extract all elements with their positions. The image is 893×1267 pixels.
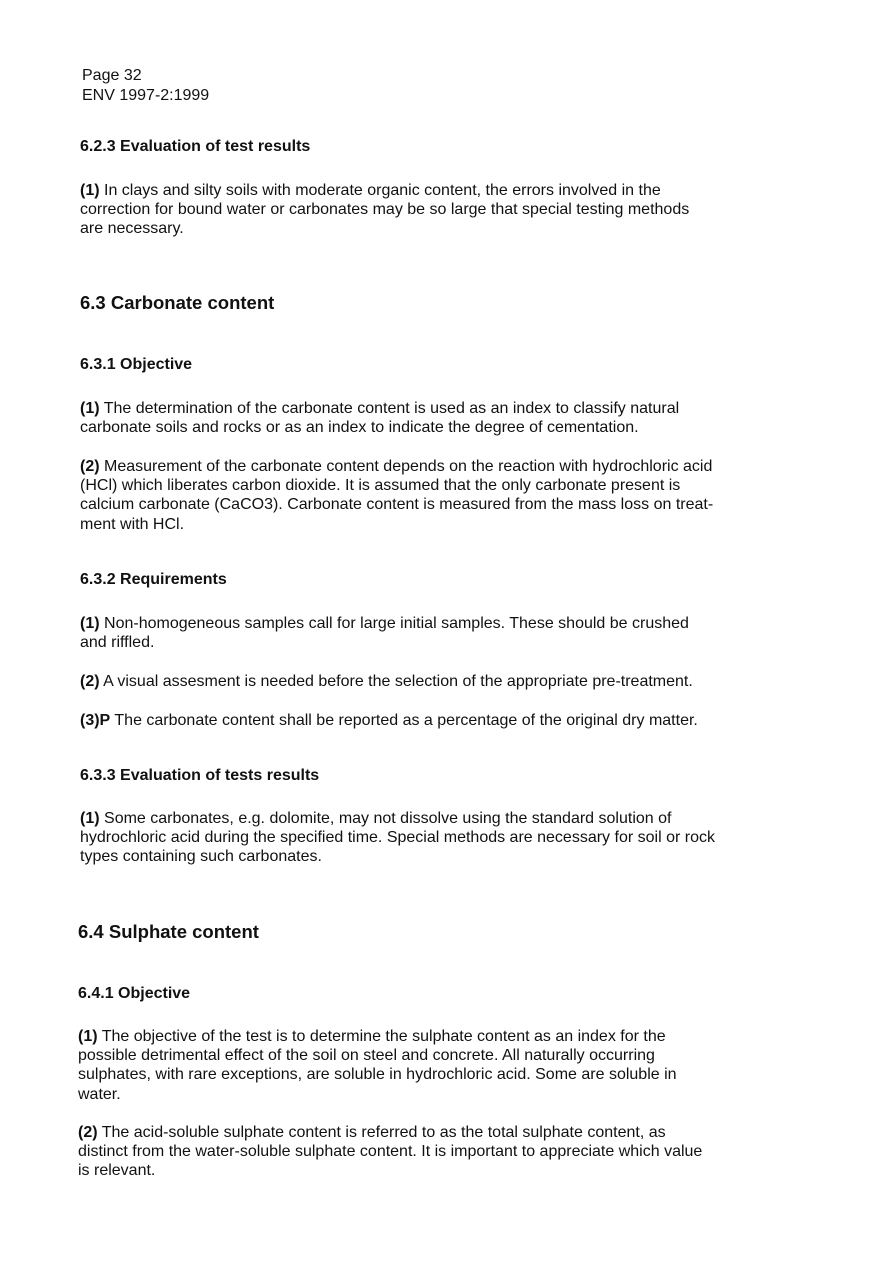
paragraph-label: (1) [80, 182, 100, 199]
page-number: Page 32 [82, 67, 142, 84]
paragraph-line: calcium carbonate (CaCO3). Carbonate content is measured from the mass loss on treat- [80, 496, 714, 514]
paragraph-line: sulphates, with rare exceptions, are soluble in hydrochloric acid. Some are soluble in [78, 1066, 677, 1084]
paragraph [80, 614, 760, 652]
paragraph-label: (2) [80, 673, 100, 690]
paragraph [80, 809, 760, 867]
paragraph-line: In clays and silty soils with moderate organic content, the errors involved in the [104, 182, 661, 199]
paragraph-line: (HCl) which liberates carbon dioxide. It is assumed that the only carbonate present is [80, 477, 681, 495]
paragraph-line: Non-homogeneous samples call for large initial samples. These should be crushed [104, 615, 689, 632]
paragraph [80, 711, 760, 730]
paragraph-line: possible detrimental effect of the soil on steel and concrete. All naturally occurring [78, 1047, 655, 1065]
paragraph-line: The determination of the carbonate content is used as an index to classify natural [103, 400, 680, 417]
paragraph-line: is relevant. [78, 1162, 156, 1180]
section-6-3-1 [80, 355, 760, 375]
paragraph-line: types containing such carbonates. [80, 848, 322, 866]
paragraph-label: (2) [80, 458, 100, 475]
paragraph-line: water. [78, 1085, 121, 1103]
paragraph-label: (2) [78, 1124, 98, 1141]
paragraph-label: (3)P [80, 712, 111, 729]
section-heading: 6.3 Carbonate content [80, 292, 275, 313]
paragraph-line: are necessary. [80, 220, 184, 238]
paragraph [80, 457, 760, 534]
paragraph [78, 1027, 758, 1104]
document-id: ENV 1997-2:1999 [82, 87, 210, 104]
section-heading: 6.3.2 Requirements [80, 571, 227, 588]
section-6-3 [80, 292, 760, 314]
paragraph [80, 399, 760, 437]
paragraph [80, 672, 760, 691]
paragraph-line: distinct from the water-soluble sulphate content. It is important to appreciate which value [78, 1143, 703, 1161]
paragraph-line: Measurement of the carbonate content depends on the reaction with hydrochloric acid [104, 458, 713, 475]
paragraph-line: ment with HCl. [80, 515, 185, 533]
section-6-3-2 [80, 570, 760, 590]
paragraph-line: The objective of the test is to determine the sulphate content as an index for the [101, 1028, 666, 1045]
paragraph-line: and riffled. [80, 634, 155, 652]
page-header [82, 66, 209, 106]
section-6-3-3 [80, 766, 760, 786]
paragraph-line: correction for bound water or carbonates may be so large that special testing methods [80, 201, 690, 219]
paragraph-line: hydrochloric acid during the specified time. Special methods are necessary for soil or rock [80, 829, 715, 847]
paragraph-label: (1) [78, 1028, 98, 1045]
paragraph [80, 181, 760, 239]
section-6-2-3 [80, 137, 760, 157]
section-6-4 [78, 921, 758, 943]
paragraph-line: Some carbonates, e.g. dolomite, may not dissolve using the standard solution of [104, 810, 672, 827]
paragraph-line: The carbonate content shall be reported as a percentage of the original dry matter. [114, 712, 698, 729]
paragraph-label: (1) [80, 615, 100, 632]
section-6-4-1 [78, 984, 758, 1004]
paragraph-line: A visual assesment is needed before the selection of the appropriate pre-treatment. [103, 673, 693, 690]
section-heading: 6.3.1 Objective [80, 356, 193, 373]
section-heading: 6.2.3 Evaluation of test results [80, 138, 311, 155]
section-heading: 6.3.3 Evaluation of tests results [80, 767, 320, 784]
paragraph [78, 1123, 758, 1181]
paragraph-line: carbonate soils and rocks or as an index to indicate the degree of cementation. [80, 419, 639, 437]
paragraph-line: The acid-soluble sulphate content is referred to as the total sulphate content, as [101, 1124, 666, 1141]
paragraph-label: (1) [80, 810, 100, 827]
section-heading: 6.4 Sulphate content [78, 921, 259, 942]
paragraph-label: (1) [80, 400, 100, 417]
section-heading: 6.4.1 Objective [78, 985, 191, 1002]
